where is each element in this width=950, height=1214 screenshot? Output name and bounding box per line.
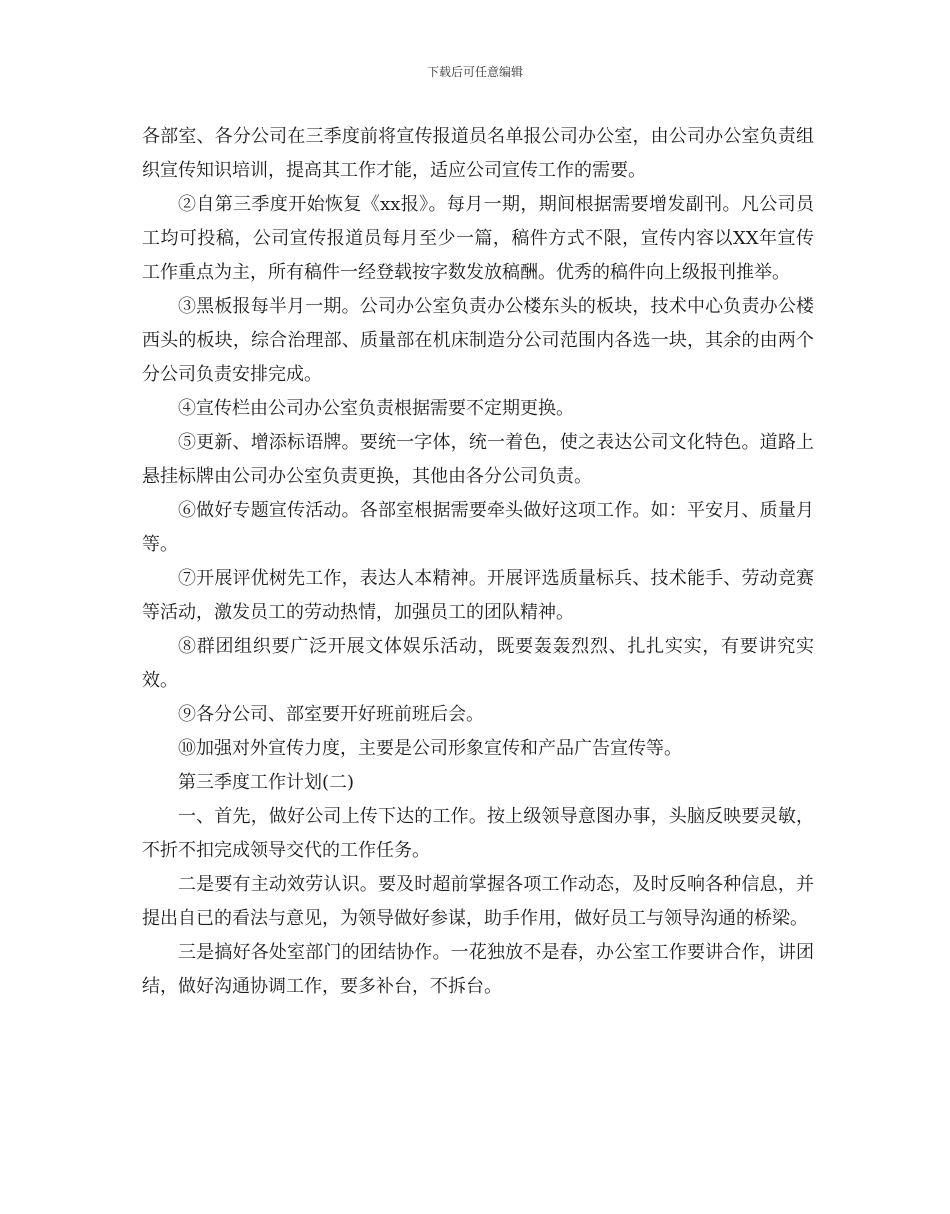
- paragraph-point-1: 一、首先，做好公司上传下达的工作。按上级领导意图办事，头脑反映要灵敏，不折不扣完成领导交代的工作任务。: [142, 806, 814, 861]
- paragraph-point-2: 二是要有主动效劳认识。要及时超前掌握各项工作动态，及时反响各种信息，并提出自已的看法与意见，为领导做好参谋，助手作用，做好员工与领导沟通的桥梁。: [142, 874, 814, 929]
- paragraph-item-7: ⑦开展评优树先工作，表达人本精神。开展评选质量标兵、技术能手、劳动竞赛等活动，激发员工的劳动热情，加强员工的团队精神。: [142, 568, 814, 623]
- paragraph-point-3: 三是搞好各处室部门的团结协作。一花独放不是春，办公室工作要讲合作，讲团结，做好沟通协调工作，要多补台，不拆台。: [142, 942, 814, 997]
- paragraph-item-6: ⑥做好专题宣传活动。各部室根据需要牵头做好这项工作。如：平安月、质量月等。: [142, 500, 814, 555]
- paragraph-continuation: 各部室、各分公司在三季度前将宣传报道员名单报公司办公室，由公司办公室负责组织宣传知识培训，提高其工作才能，适应公司宣传工作的需要。: [142, 126, 814, 181]
- paragraph-item-3: ③黑板报每半月一期。公司办公室负责办公楼东头的板块，技术中心负责办公楼西头的板块，综合治理部、质量部在机床制造分公司范围内各选一块，其余的由两个分公司负责安排完成。: [142, 296, 814, 385]
- paragraph-item-8: ⑧群团组织要广泛开展文体娱乐活动，既要轰轰烈烈、扎扎实实，有要讲究实效。: [142, 636, 814, 691]
- paragraph-item-5: ⑤更新、增添标语牌。要统一字体，统一着色，使之表达公司文化特色。道路上悬挂标牌由公司办公室负责更换，其他由各分公司负责。: [142, 432, 814, 487]
- paragraph-item-2: ②自第三季度开始恢复《xx报》。每月一期，期间根据需要增发副刊。凡公司员工均可投稿，公司宣传报道员每月至少一篇，稿件方式不限，宣传内容以XX年宣传工作重点为主，所有稿件一经登载按字数发放稿酬。优秀的稿件向上级报刊推举。: [142, 194, 814, 283]
- document-body: [142, 120, 814, 1004]
- paragraph-item-9: ⑨各分公司、部室要开好班前班后会。: [178, 704, 484, 725]
- paragraph-item-4: ④宣传栏由公司办公室负责根据需要不定期更换。: [178, 398, 574, 419]
- page-header: 下载后可任意编辑: [426, 65, 523, 79]
- section-title: 第三季度工作计划(二): [178, 772, 355, 793]
- paragraph-item-10: ⑩加强对外宣传力度，主要是公司形象宣传和产品广告宣传等。: [178, 738, 682, 759]
